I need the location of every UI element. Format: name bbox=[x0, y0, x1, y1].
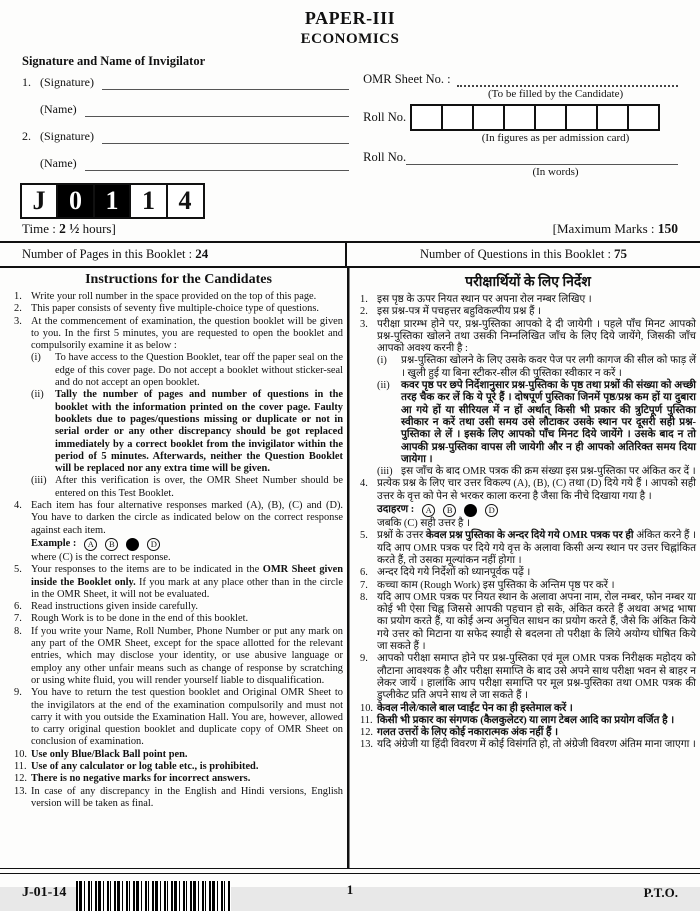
item-text: इस पृष्ठ के ऊपर नियत स्थान पर अपना रोल नम्बर लिखिए । bbox=[377, 294, 592, 305]
item-number: 10. bbox=[360, 702, 373, 714]
code-strip bbox=[22, 183, 349, 219]
item-number: 12. bbox=[14, 773, 27, 785]
candidate-block bbox=[363, 54, 678, 219]
roll-box bbox=[503, 104, 536, 131]
roll-box bbox=[410, 104, 443, 131]
instruction-item bbox=[14, 564, 343, 601]
item-text: Use only Blue/Black Ball point pen. bbox=[31, 748, 188, 760]
item-number: 6. bbox=[14, 601, 22, 613]
time-marks-row bbox=[0, 219, 700, 241]
instruction-item bbox=[14, 749, 343, 761]
item-number: 1. bbox=[360, 294, 368, 305]
roll-box bbox=[472, 104, 505, 131]
item-text: किसी भी प्रकार का संगणक (कैलकुलेटर) या लाग टेबल आदि का प्रयोग वर्जित है । bbox=[377, 714, 675, 726]
instruction-item bbox=[14, 786, 343, 811]
item-text: Rough Work is to be done in the end of this booklet. bbox=[31, 613, 249, 625]
item-text: अन्दर दिये गये निर्देशों को ध्यानपूर्वक पढ़ें । bbox=[377, 567, 531, 579]
code-cell: 0 bbox=[56, 183, 95, 219]
signature-line bbox=[102, 78, 349, 90]
instruction-item bbox=[360, 306, 696, 318]
item-number: 11. bbox=[360, 714, 373, 726]
instruction-item bbox=[360, 478, 696, 530]
invigilator-heading: Signature and Name of Invigilator bbox=[22, 54, 206, 68]
item-number: (ii) bbox=[377, 380, 390, 392]
example-label: उदाहरण : bbox=[377, 504, 415, 516]
item-text: केवल नीले/काले बाल प्वाईंट पेन का ही इस्तेमाल करें । bbox=[377, 702, 573, 714]
omr-note: (To be filled by the Candidate) bbox=[487, 88, 624, 100]
instruction-item bbox=[14, 773, 343, 785]
item-number: (ii) bbox=[31, 389, 44, 401]
item-text: Read instructions given inside carefully. bbox=[31, 601, 198, 613]
instruction-item bbox=[14, 601, 343, 613]
item-number: 13. bbox=[14, 785, 27, 797]
booklet-pages: Number of Pages in this Booklet : 24 bbox=[0, 243, 347, 266]
omr-sheet-row bbox=[363, 72, 678, 87]
instruction-item bbox=[360, 727, 696, 739]
item-number: 7. bbox=[14, 613, 22, 625]
item-text: कच्चा काम (Rough Work) इस पुस्तिका के अन्तिम पृष्ठ पर करें । bbox=[377, 579, 615, 591]
instruction-item bbox=[360, 530, 696, 567]
answer-circle: A bbox=[422, 504, 435, 517]
signature-label: (Signature) bbox=[40, 75, 94, 89]
omr-sheet-label: OMR Sheet No. : bbox=[363, 72, 451, 86]
item-number: 2. bbox=[14, 303, 22, 315]
instruction-item bbox=[360, 294, 696, 306]
instruction-item bbox=[360, 715, 696, 727]
roll-words-label: Roll No. bbox=[363, 150, 407, 164]
signature-label: (Signature) bbox=[40, 129, 94, 143]
item-text: यदि आप OMR पत्रक पर नियत स्थान के अलावा अपना नाम, रोल नम्बर, फोन नम्बर या कोई भी ऐसा चिह्न जिससे आपकी पहचान हो सके, अंकित करते हैं अथवा अभद्र भाषा का प्रयोग करते हैं, या कोई अन्य अनुचित साधन का प्रयोग करते हैं, जैसे कि अंकित किये गये उत्तर को मिटाना या सफेद स्याही से बदलना तो परीक्षा के लिये अयोग्य घोषित किये जा सकते हैं । bbox=[377, 591, 696, 653]
item-number: 11. bbox=[14, 760, 27, 772]
booklet-info-row bbox=[0, 241, 700, 268]
answer-circle bbox=[126, 538, 139, 551]
roll-words-line bbox=[406, 153, 678, 165]
instructions-hi-list bbox=[360, 294, 696, 752]
booklet-code: J-01-14 bbox=[22, 885, 67, 900]
name-row-1 bbox=[22, 102, 349, 117]
item-number: 5. bbox=[360, 530, 368, 542]
instruction-item bbox=[360, 653, 696, 702]
item-number: 2. bbox=[360, 306, 368, 318]
example-label: Example : bbox=[31, 538, 77, 550]
subject-title: ECONOMICS bbox=[300, 31, 400, 47]
paper-title: PAPER-III bbox=[304, 8, 396, 28]
instructions-en-list bbox=[14, 291, 343, 810]
row-number: 1. bbox=[22, 75, 31, 89]
roll-box bbox=[596, 104, 629, 131]
sub-item bbox=[377, 355, 696, 380]
name-label: (Name) bbox=[40, 156, 77, 170]
answer-circle bbox=[464, 504, 477, 517]
code-cell: J bbox=[20, 183, 59, 219]
instructions-hindi-title: परीक्षार्थियों के लिए निर्देश bbox=[465, 275, 591, 290]
name-label: (Name) bbox=[40, 102, 77, 116]
answer-circle: A bbox=[84, 538, 97, 551]
item-text: Each item has four alternative responses marked (A), (B), (C) and (D). You have to darken the circle as indicated below on the correct response against each item. Example : A B D where (C) is the correct response. bbox=[31, 500, 343, 563]
item-number: 10. bbox=[14, 748, 27, 760]
roll-figures-note: (In figures as per admission card) bbox=[481, 132, 630, 144]
instruction-item bbox=[14, 500, 343, 564]
instruction-item bbox=[360, 739, 696, 751]
time-label: Time : 2 ½ hours] bbox=[22, 221, 116, 236]
item-text: Write your roll number in the space provided on the top of this page. bbox=[31, 291, 317, 302]
instruction-item bbox=[14, 687, 343, 748]
name-line bbox=[85, 105, 349, 117]
instruction-item bbox=[14, 626, 343, 687]
item-text: परीक्षा प्रारम्भ होने पर, प्रश्न-पुस्तिका आपको दे दी जायेगी । पहले पाँच मिनट आपको प्रश्न-पुस्तिका खोलने तथा उसकी निम्नलिखित जाँच के लिए दिये जायेंगे, जिसकी जाँच आपको अवश्य करनी है : (i) प्रश्न-पुस्तिका खोलने के लिए उसके कवर पेज पर लगी कागज की सील को फाड़ लें । खुली हुई या बिना स्टीकर-सील की पुस्तिका स्वीकार न करें । (ii) कवर पृष्ठ पर छपे निर्देशानुसार प्रश्न-पुस्तिका के पृष्ठ तथा प्रश्नों की संख्या को अच्छी तरह चैक कर लें कि ये पूरे हैं । दोषपूर्ण पुस्तिका जिनमें पृष्ठ/प्रश्न कम हों या दुबारा आ गये हों या सीरियल में न हों अर्थात् किसी भी प्रकार की त्रुटिपूर्ण पुस्तिका स्वीकार न करें तथा उसी समय उसे लौटाकर उसके स्थान पर दूसरी सही प्रश्न-पुस्तिका ले लें । इसके लिए आपको पाँच मिनट दिये जायेंगे । उसके बाद न तो आपकी प्रश्न-पुस्तिका वापस ली जायेगी और न ही आपको अतिरिक्त समय दिया जायेगा । (iii) इस जाँच के बाद OMR पत्रक की क्रम संख्या इस प्रश्न-पुस्तिका पर अंकित कर दें । bbox=[377, 318, 696, 478]
instruction-item bbox=[14, 613, 343, 625]
roll-no-label: Roll No. bbox=[363, 110, 407, 124]
item-number: 12. bbox=[360, 727, 373, 739]
maximum-marks-label: [Maximum Marks : 150 bbox=[552, 221, 678, 236]
item-text: At the commencement of examination, the question booklet will be given to you. In the first 5 minutes, you are requested to open the booklet and compulsorily examine it as below : (i) To have access to the Question Booklet, tear off the paper seal on the edge of this cover page. Do not accept a booklet without sticker-seal and do not accept an open booklet. (ii) Tally the number of pages and number of questions in the booklet with the information printed on the cover page. Faulty booklets due to pages/questions missing or duplicate or not in serial order or any other discrepancy should be got replaced immediately by a correct booklet from the invigilator within the period of 5 minutes. Afterwards, neither the Question Booklet will be replaced nor any extra time will be given. (iii) After this verification is over, the OMR Sheet Number should be entered on this Test Booklet. bbox=[31, 315, 343, 499]
item-number: 13. bbox=[360, 739, 373, 751]
roll-box bbox=[627, 104, 660, 131]
item-number: 1. bbox=[14, 291, 22, 302]
roll-box bbox=[565, 104, 598, 131]
signature-row-1 bbox=[22, 75, 349, 90]
instruction-item bbox=[14, 291, 343, 303]
item-text: यदि अंग्रेजी या हिंदी विवरण में कोई विसंगति हो, तो अंग्रेजी विवरण अंतिम माना जाएगा । bbox=[377, 739, 696, 751]
item-number: 7. bbox=[360, 579, 368, 591]
name-row-2 bbox=[22, 156, 349, 171]
sub-item bbox=[31, 389, 343, 475]
instruction-item bbox=[360, 703, 696, 715]
code-cell: 4 bbox=[166, 183, 205, 219]
item-number: 4. bbox=[360, 478, 368, 490]
roll-figures-row bbox=[363, 104, 678, 131]
item-text: प्रश्न-पुस्तिका खोलने के लिए उसके कवर पेज पर लगी कागज की सील को फाड़ लें । खुली हुई या बिना स्टीकर-सील की पुस्तिका स्वीकार न करें । bbox=[401, 355, 696, 379]
roll-words-row bbox=[363, 150, 678, 165]
item-number: 4. bbox=[14, 500, 22, 512]
example-note: जबकि (C) सही उत्तर है । bbox=[377, 518, 470, 530]
example-note: where (C) is the correct response. bbox=[31, 551, 171, 563]
page-number: 1 bbox=[346, 882, 354, 897]
booklet-questions: Number of Questions in this Booklet : 75 bbox=[419, 246, 628, 261]
example-row bbox=[377, 504, 696, 517]
instructions-english bbox=[0, 268, 347, 868]
answer-circle: B bbox=[443, 504, 456, 517]
item-text: आपको परीक्षा समाप्त होने पर प्रश्न-पुस्तिका एवं मूल OMR पत्रक निरीक्षक महोदय को लौटाना आवश्यक है और परीक्षा समाप्ति के बाद उसे अपने साथ परीक्षा भवन से बाहर न लेकर जायें । हालांकि आप परीक्षा समाप्ति पर मूल प्रश्न-पुस्तिका तथा OMR पत्रक की डुप्लीकेट प्रति अपने साथ ले जा सकते हैं । bbox=[377, 653, 696, 702]
item-text: कवर पृष्ठ पर छपे निर्देशानुसार प्रश्न-पुस्तिका के पृष्ठ तथा प्रश्नों की संख्या को अच्छी तरह चैक कर लें कि ये पूरे हैं । दोषपूर्ण पुस्तिका जिनमें पृष्ठ/प्रश्न कम हों या दुबारा आ गये हों या सीरियल में न हों अर्थात् किसी भी प्रकार की त्रुटिपूर्ण पुस्तिका स्वीकार न करें तथा उसी समय उसे लौटाकर उसके स्थान पर दूसरी सही प्रश्न-पुस्तिका ले लें । इसके लिए आपको पाँच मिनट दिये जायेंगे । उसके बाद न तो आपकी प्रश्न-पुस्तिका वापस ली जायेगी और न ही आपको अतिरिक्त समय दिया जायेगा । bbox=[401, 380, 696, 465]
item-text: इस जाँच के बाद OMR पत्रक की क्रम संख्या इस प्रश्न-पुस्तिका पर अंकित कर दें । bbox=[401, 466, 696, 478]
item-number: 8. bbox=[360, 591, 368, 603]
item-number: 8. bbox=[14, 625, 22, 637]
roll-box bbox=[534, 104, 567, 131]
instruction-item bbox=[360, 592, 696, 653]
answer-circle: D bbox=[485, 504, 498, 517]
item-number: 5. bbox=[14, 564, 22, 576]
roll-words-note: (In words) bbox=[532, 166, 579, 178]
example-row bbox=[31, 538, 343, 551]
code-cell: 1 bbox=[93, 183, 132, 219]
item-text: प्रत्येक प्रश्न के लिए चार उत्तर विकल्प (A), (B), (C) तथा (D) दिये गये हैं । आपको सही उत्तर के वृत्त को पेन से भरकर काला करना है जैसा कि नीचे दिखाया गया है । उदाहरण : A B D जबकि (C) सही उत्तर है । bbox=[377, 478, 696, 530]
item-text: Tally the number of pages and number of questions in the booklet with the information printed on the cover page. Faulty booklets due to pages/questions missing or duplicate or not in serial order or any other discrepancy should be got replaced immediately by a correct booklet from the invigilator within the period of 5 minutes. Afterwards, neither the Question Booklet will be replaced nor any extra time will be given. bbox=[55, 389, 343, 475]
instruction-item bbox=[14, 761, 343, 773]
item-number: 3. bbox=[360, 318, 368, 330]
item-text: You have to return the test question booklet and Original OMR Sheet to the invigilators at the end of the examination compulsorily and must not carry it with you outside the Examination Hall. You are, however, allowed to carry original question booklet and duplicate copy of OMR Sheet on conclusion of examination. bbox=[31, 687, 343, 748]
roll-box bbox=[441, 104, 474, 131]
sub-item bbox=[31, 352, 343, 389]
item-text: Your responses to the items are to be indicated in the OMR Sheet given inside the Booklet only. If you mark at any place other than in the circle in the OMR Sheet, it will not be evaluated. bbox=[31, 564, 343, 600]
item-number: 6. bbox=[360, 567, 368, 579]
item-number: (iii) bbox=[377, 466, 393, 478]
signature-row-2 bbox=[22, 129, 349, 144]
instruction-item bbox=[14, 303, 343, 315]
item-text: There is no negative marks for incorrect answers. bbox=[31, 773, 251, 785]
item-text: गलत उत्तरों के लिए कोई नकारात्मक अंक नहीं हैं । bbox=[377, 727, 559, 739]
item-text: प्रश्नों के उत्तर केवल प्रश्न पुस्तिका के अन्दर दिये गये OMR पत्रक पर ही अंकित करने हैं । यदि आप OMR पत्रक पर दिये गये वृत्त के अलावा किसी अन्य स्थान पर उत्तर चिह्नांकित करते हैं, तो उसका मूल्यांकन नहीं होगा । bbox=[377, 530, 696, 566]
page-header bbox=[0, 0, 700, 48]
instruction-item bbox=[360, 567, 696, 579]
item-text: Use of any calculator or log table etc., is prohibited. bbox=[31, 760, 259, 772]
pto-label: P.T.O. bbox=[643, 885, 678, 900]
item-number: (iii) bbox=[31, 475, 47, 487]
item-number: 9. bbox=[14, 687, 22, 699]
instruction-item bbox=[360, 319, 696, 479]
instruction-item bbox=[360, 580, 696, 592]
answer-circle: B bbox=[105, 538, 118, 551]
item-number: 3. bbox=[14, 315, 22, 327]
item-text: This paper consists of seventy five multiple-choice type of questions. bbox=[31, 303, 319, 315]
signature-line bbox=[102, 132, 349, 144]
item-number: 9. bbox=[360, 653, 368, 665]
name-line bbox=[85, 159, 349, 171]
instructions-hindi bbox=[347, 268, 700, 868]
instruction-item bbox=[14, 316, 343, 500]
answer-circle: D bbox=[147, 538, 160, 551]
roll-boxes bbox=[412, 104, 660, 131]
item-text: इस प्रश्न-पत्र में पचहत्तर बहुविकल्पीय प्रश्न हैं । bbox=[377, 306, 542, 318]
instructions-section bbox=[0, 268, 700, 868]
item-text: In case of any discrepancy in the English and Hindi versions, English version will be taken as final. bbox=[31, 785, 343, 809]
omr-dotted-line bbox=[457, 76, 678, 87]
invigilator-block bbox=[22, 54, 363, 219]
item-text: If you write your Name, Roll Number, Phone Number or put any mark on any part of the OMR Sheet, except for the space allotted for the relevant entries, which may disclose your identity, or use abusive language or employ any other unfair means such as change of response by scratching or using white fluid, you will render yourself liable to disqualification. bbox=[31, 625, 343, 686]
top-section bbox=[0, 48, 700, 219]
row-number: 2. bbox=[22, 129, 31, 143]
item-text: After this verification is over, the OMR Sheet Number should be entered on this Test Booklet. bbox=[55, 475, 343, 499]
page-footer bbox=[0, 874, 700, 911]
sub-item bbox=[377, 466, 696, 478]
item-number: (i) bbox=[377, 355, 387, 367]
sub-item bbox=[377, 380, 696, 466]
instructions-english-title: Instructions for the Candidates bbox=[85, 272, 272, 287]
code-cell: 1 bbox=[129, 183, 168, 219]
item-number: (i) bbox=[31, 352, 41, 364]
item-text: To have access to the Question Booklet, tear off the paper seal on the edge of this cover page. Do not accept a booklet without sticker-seal and do not accept an open booklet. bbox=[55, 352, 343, 389]
sub-item bbox=[31, 475, 343, 500]
